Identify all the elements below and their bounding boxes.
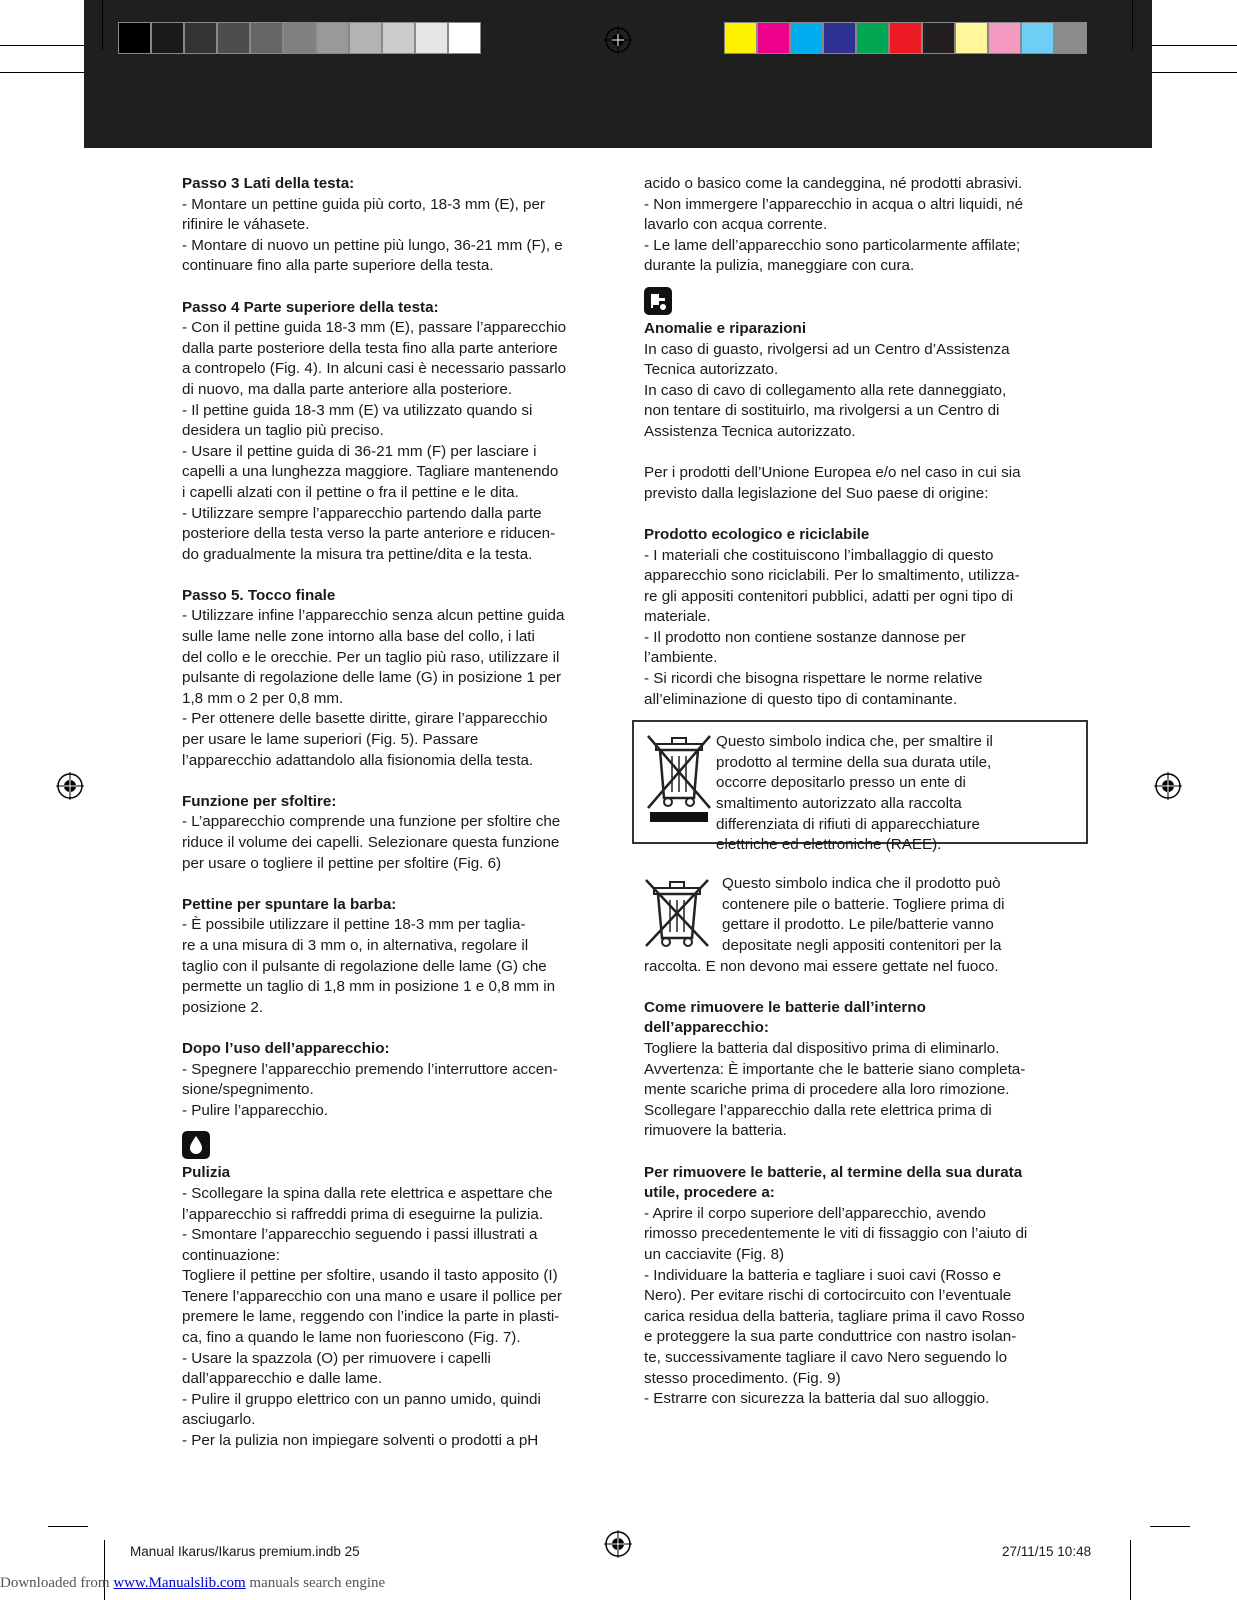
paragraph-gap <box>182 771 614 792</box>
weee-line: occorre depositarlo presso un ente di <box>716 774 966 792</box>
download-prefix: Downloaded from <box>0 1575 114 1591</box>
text-line: - Utilizzare infine l’apparecchio senza alcun pettine guida <box>182 607 565 625</box>
text-line: Per i prodotti dell’Unione Europea e/o nel caso in cui sia <box>644 464 1021 482</box>
registration-mark-icon <box>604 26 632 54</box>
text-line: - Utilizzare sempre l’apparecchio partendo dalla parte <box>182 504 542 522</box>
text-line: Togliere il pettine per sfoltire, usando il tasto apposito (I) <box>182 1267 558 1285</box>
text-line: i capelli alzati con il pettine o fra il pettine e le dita. <box>182 483 519 501</box>
color-swatch <box>118 22 151 54</box>
weee-notice-text <box>716 732 1074 856</box>
text-line: a contropelo (Fig. 4). In alcuni casi è necessario passarlo <box>182 360 567 378</box>
color-swatch <box>823 22 856 54</box>
text-line: continuare fino alla parte superiore della testa. <box>182 257 494 275</box>
crop-mark <box>1130 1540 1131 1600</box>
color-calibration-bar <box>724 22 1087 56</box>
text-line: pulsante di regolazione delle lame (G) in posizione 1 per <box>182 669 562 687</box>
section-heading: Dopo l’uso dell’apparecchio: <box>182 1039 390 1057</box>
text-line: l’ambiente. <box>644 649 718 667</box>
text-line: dall’apparecchio e dalle lame. <box>182 1370 383 1388</box>
text-line: l’apparecchio si raffreddi prima di eseguirne la pulizia. <box>182 1205 544 1223</box>
text-line: acido o basico come la candeggina, né prodotti abrasivi. <box>644 175 1023 192</box>
text-line: In caso di cavo di collegamento alla rete danneggiato, <box>644 381 1007 399</box>
water-drop-icon <box>182 1131 210 1159</box>
color-swatch <box>889 22 922 54</box>
text-line: - Pulire l’apparecchio. <box>182 1101 329 1119</box>
text-line: - Pulire il gruppo elettrico con un panno umido, quindi <box>182 1390 541 1408</box>
text-line: durante la pulizia, maneggiare con cura. <box>644 257 915 275</box>
text-line: rifinire le váhasete. <box>182 216 310 234</box>
text-line: dalla parte posteriore della testa fino alla parte anteriore <box>182 339 558 357</box>
text-line: stesso procedimento. (Fig. 9) <box>644 1369 841 1387</box>
color-swatch <box>955 22 988 54</box>
gray-calibration-bar <box>118 22 481 56</box>
crossed-bin-icon <box>644 732 714 824</box>
paragraph-gap <box>644 504 1076 525</box>
text-line: - L’apparecchio comprende una funzione per sfoltire che <box>182 813 561 831</box>
text-line: do gradualmente la misura tra pettine/dita e la testa. <box>182 545 533 563</box>
section-heading: Anomalie e riparazioni <box>644 319 807 337</box>
text-line: rimosso precedentemente le viti di fissaggio con l’aiuto di <box>644 1225 1028 1243</box>
text-line: Nero). Per evitare rischi di cortocircuito con l’eventuale <box>644 1287 1012 1305</box>
text-line: te, successivamente tagliare il cavo Nero seguendo lo <box>644 1348 1008 1366</box>
color-swatch <box>151 22 184 54</box>
text-line: ca, fino a quando le lame non fuoriescono (Fig. 7). <box>182 1329 521 1347</box>
text-line: e proteggere la sua parte conduttrice con nastro isolan- <box>644 1328 1017 1346</box>
crossed-bin-battery-icon <box>642 876 712 948</box>
text-line: - Usare la spazzola (O) per rimuovere i capelli <box>182 1349 491 1367</box>
text-line: per usare le lame superiori (Fig. 5). Passare <box>182 731 479 749</box>
color-swatch <box>757 22 790 54</box>
battery-line: gettare il prodotto. Le pile/batterie vanno <box>722 916 994 934</box>
weee-line: elettriche ed elettroniche (RAEE). <box>716 836 942 854</box>
color-swatch <box>1021 22 1054 54</box>
text-line: re a una misura di 3 mm o, in alternativa, regolare il <box>182 936 529 954</box>
crop-mark <box>1132 0 1133 50</box>
color-swatch <box>316 22 349 54</box>
text-line: permette un taglio di 1,8 mm in posizione 1 e 0,8 mm in <box>182 978 556 996</box>
text-line: posizione 2. <box>182 998 264 1016</box>
registration-mark-icon <box>56 772 84 800</box>
text-line: - Aprire il corpo superiore dell’apparecchio, avendo <box>644 1204 986 1222</box>
registration-mark-icon <box>1154 772 1182 800</box>
text-line: In caso di guasto, rivolgersi ad un Centro d’Assistenza <box>644 340 1010 358</box>
text-line: posteriore della testa verso la parte anteriore e riducen- <box>182 525 556 543</box>
text-line: all’eliminazione di questo tipo di contaminante. <box>644 690 958 708</box>
text-line: - Montare un pettine guida più corto, 18-3 mm (E), per <box>182 195 545 213</box>
text-line: apparecchio sono riciclabili. Per lo smaltimento, utilizza- <box>644 567 1020 585</box>
text-line: Tenere l’apparecchio con una mano e usare il pollice per <box>182 1287 562 1305</box>
text-line: Assistenza Tecnica autorizzato. <box>644 422 856 440</box>
text-line: l’apparecchio adattandolo alla fisionomia della testa. <box>182 751 534 769</box>
footer-date: 27/11/15 10:48 <box>1002 1544 1092 1559</box>
color-swatch <box>922 22 955 54</box>
text-line: lavarlo con acqua corrente. <box>644 216 828 234</box>
download-suffix: manuals search engine <box>245 1575 386 1591</box>
text-line: Togliere la batteria dal dispositivo prima di eliminarlo. <box>644 1040 1000 1057</box>
text-line: - Il pettine guida 18-3 mm (E) va utilizzato quando si <box>182 401 533 419</box>
color-swatch <box>448 22 481 54</box>
manualslib-link[interactable]: www.Manualslib.com <box>113 1575 246 1591</box>
text-line: - Il prodotto non contiene sostanze dannose per <box>644 628 966 646</box>
text-line: - I materiali che costituiscono l’imballaggio di questo <box>644 546 994 564</box>
registration-mark-icon <box>604 1530 632 1558</box>
text-line: - Smontare l’apparecchio seguendo i passi illustrati a <box>182 1226 538 1244</box>
color-swatch <box>988 22 1021 54</box>
download-notice <box>0 1575 385 1592</box>
text-line: - Montare di nuovo un pettine più lungo, 36-21 mm (F), e <box>182 236 563 254</box>
text-line: taglio con il pulsante di regolazione delle lame (G) che <box>182 957 547 975</box>
text-line: - Non immergere l’apparecchio in acqua o altri liquidi, né <box>644 195 1024 213</box>
paragraph-gap <box>182 277 614 298</box>
text-line: - Per ottenere delle basette diritte, girare l’apparecchio <box>182 710 548 728</box>
paragraph-gap <box>644 1142 1076 1163</box>
battery-line: Questo simbolo indica che il prodotto può <box>722 875 1001 893</box>
text-line: 1,8 mm o 2 per 0,8 mm. <box>182 689 344 707</box>
weee-line: differenziata di rifiuti di apparecchiature <box>716 815 980 833</box>
text-line: asciugarlo. <box>182 1411 256 1429</box>
text-line: previsto dalla legislazione del Suo paese di origine: <box>644 484 989 502</box>
section-heading: Come rimuovere le batterie dall’interno <box>644 998 926 1016</box>
text-line: non tentare di sostituirlo, ma rivolgersi a un Centro di <box>644 402 1000 420</box>
color-swatch <box>1054 22 1087 54</box>
weee-line: smaltimento autorizzato alla raccolta <box>716 795 962 813</box>
text-line: riduce il volume dei capelli. Selezionare questa funzione <box>182 834 560 851</box>
color-swatch <box>415 22 448 54</box>
text-line: mente scariche prima di procedere alla loro rimozione. <box>644 1081 1010 1099</box>
battery-line: depositate negli appositi contenitori per la <box>722 937 1002 955</box>
footer-file-name: Manual Ikarus/Ikarus premium.indb 25 <box>130 1544 360 1559</box>
text-line: re gli appositi contenitori pubblici, adatti per ogni tipo di <box>644 587 1013 605</box>
text-line: sione/spegnimento. <box>182 1081 314 1099</box>
text-line: - Estrarre con sicurezza la batteria dal suo alloggio. <box>644 1390 990 1408</box>
text-line: un cacciavite (Fig. 8) <box>644 1245 785 1263</box>
battery-notice <box>644 874 1076 977</box>
section-heading: Pettine per spuntare la barba: <box>182 895 397 913</box>
color-swatch <box>283 22 316 54</box>
section-heading: Per rimuovere le batterie, al termine della sua durata <box>644 1163 1023 1181</box>
weee-notice-box <box>632 720 1088 854</box>
color-swatch <box>349 22 382 54</box>
text-line: - Spegnere l’apparecchio premendo l’interruttore accen- <box>182 1060 558 1078</box>
section-heading: Prodotto ecologico e riciclabile <box>644 525 870 543</box>
text-line: premere le lame, reggendo con l’indice la parte in plasti- <box>182 1308 560 1326</box>
color-swatch <box>184 22 217 54</box>
text-line: di nuovo, ma dalla parte anteriore alla posteriore. <box>182 380 513 398</box>
crop-mark <box>102 0 103 50</box>
text-line: rimuovere la batteria. <box>644 1122 787 1140</box>
color-swatch <box>382 22 415 54</box>
crop-mark <box>0 72 84 73</box>
paragraph-gap <box>644 443 1076 464</box>
right-column <box>644 174 1076 1410</box>
color-swatch <box>856 22 889 54</box>
text-line: materiale. <box>644 608 711 626</box>
text-line: Scollegare l’apparecchio dalla rete elettrica prima di <box>644 1101 992 1119</box>
text-line: - Scollegare la spina dalla rete elettrica e aspettare che <box>182 1184 553 1202</box>
wrench-icon <box>644 287 672 315</box>
text-line: capelli a una lunghezza maggiore. Tagliare mantenendo <box>182 463 559 481</box>
text-line: - Le lame dell’apparecchio sono particolarmente affilate; <box>644 236 1021 254</box>
paragraph-gap <box>182 1018 614 1039</box>
battery-line: contenere pile o batterie. Togliere prima di <box>722 895 1005 913</box>
weee-line: Questo simbolo indica che, per smaltire il <box>716 733 993 751</box>
text-line: per usare o togliere il pettine per sfoltire (Fig. 6) <box>182 854 502 872</box>
text-line: desidera un taglio più preciso. <box>182 422 384 440</box>
color-swatch <box>790 22 823 54</box>
color-swatch <box>217 22 250 54</box>
text-line: - È possibile utilizzare il pettine 18-3 mm per taglia- <box>182 916 526 934</box>
text-line: - Individuare la batteria e tagliare i suoi cavi (Rosso e <box>644 1266 1002 1284</box>
crop-mark <box>0 45 84 46</box>
color-swatch <box>250 22 283 54</box>
section-heading: dell’apparecchio: <box>644 1019 769 1037</box>
section-heading: Pulizia <box>182 1164 231 1182</box>
text-line: - Con il pettine guida 18-3 mm (E), passare l’apparecchio <box>182 319 567 337</box>
section-heading: Funzione per sfoltire: <box>182 792 337 810</box>
text-line: continuazione: <box>182 1246 280 1264</box>
weee-line: prodotto al termine della sua durata utile, <box>716 753 992 771</box>
text-line: - Per la pulizia non impiegare solventi o prodotti a pH <box>182 1432 539 1450</box>
left-column <box>182 174 614 1452</box>
battery-line: raccolta. E non devono mai essere gettate nel fuoco. <box>644 957 999 975</box>
right-column-bottom <box>644 998 1076 1410</box>
section-heading: utile, procedere a: <box>644 1184 775 1202</box>
section-heading: Passo 3 Lati della testa: <box>182 175 355 192</box>
crop-mark <box>1152 45 1237 46</box>
section-heading: Passo 5. Tocco finale <box>182 586 336 604</box>
text-line: - Usare il pettine guida di 36-21 mm (F) per lasciare i <box>182 442 537 460</box>
section-heading: Passo 4 Parte superiore della testa: <box>182 298 439 316</box>
text-line: Tecnica autorizzato. <box>644 361 779 379</box>
text-line: Avvertenza: È importante che le batterie siano completa- <box>644 1060 1026 1078</box>
crop-mark <box>1150 1526 1190 1527</box>
text-line: carica residua della batteria, tagliare prima il cavo Rosso <box>644 1307 1025 1325</box>
text-line: - Si ricordi che bisogna rispettare le norme relative <box>644 670 983 688</box>
paragraph-gap <box>182 874 614 895</box>
crop-mark <box>1152 72 1237 73</box>
paragraph-gap <box>182 565 614 586</box>
color-swatch <box>724 22 757 54</box>
text-line: sulle lame nelle zone intorno alla base del collo, i lati <box>182 628 535 646</box>
right-column-top <box>644 174 1076 710</box>
text-line: del collo e le orecchie. Per un taglio più raso, utilizzare il <box>182 648 560 666</box>
crop-mark <box>48 1526 88 1527</box>
